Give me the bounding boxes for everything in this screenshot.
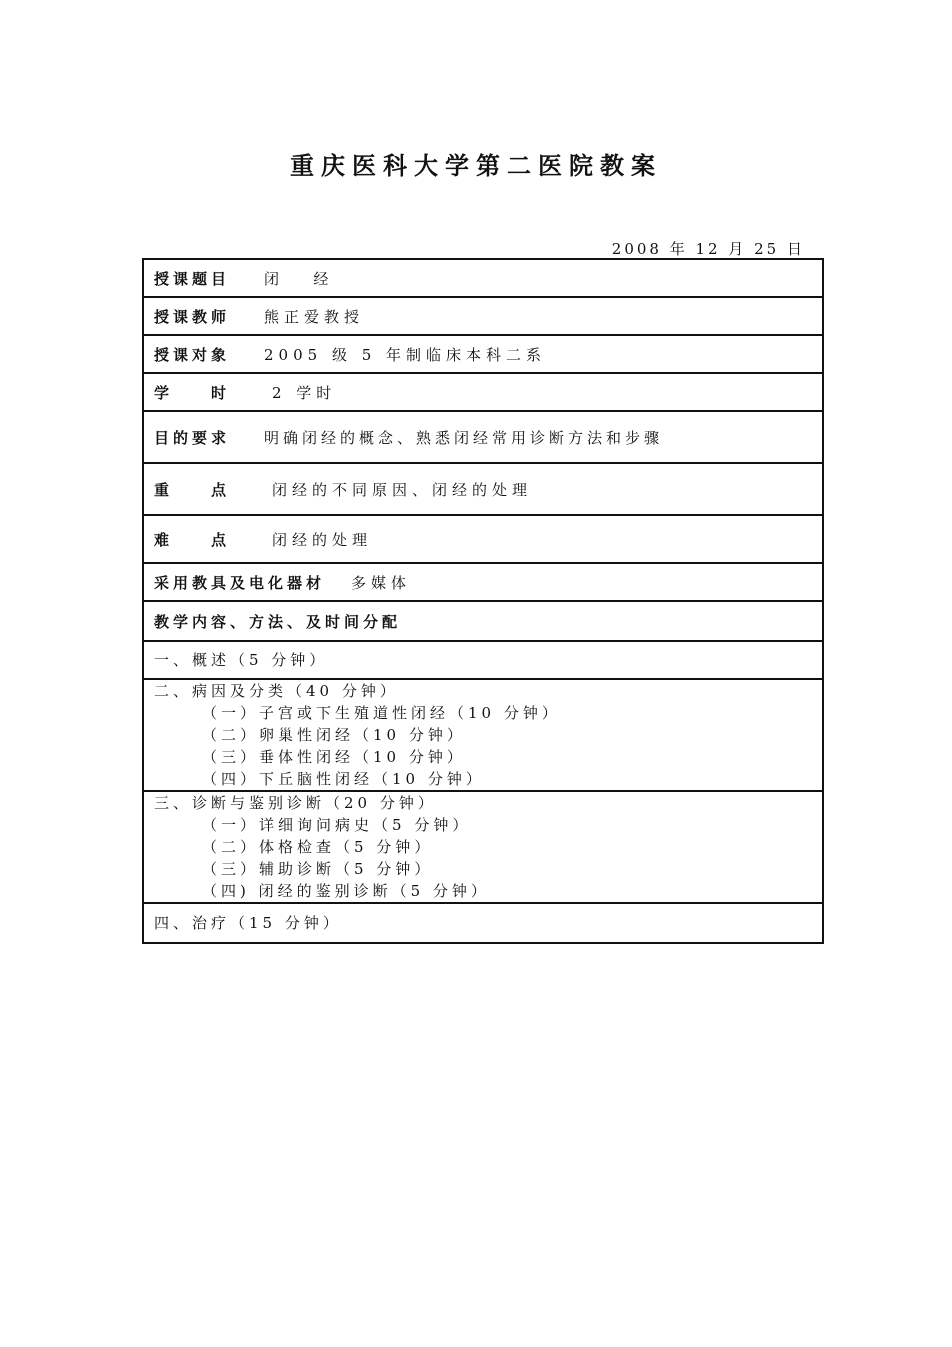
- key-label-b: 点: [210, 480, 230, 499]
- row-topic: [143, 259, 823, 297]
- row-teacher: [143, 297, 823, 335]
- row-section-2: [143, 679, 823, 791]
- equipment-label: 采用教具及电化器材: [154, 573, 326, 592]
- section-2-item: （一）子宫或下生殖道性闭经（10 分钟）: [202, 704, 561, 722]
- section-3-item: （二）体格检查（5 分钟）: [202, 838, 434, 856]
- row-key-points: [143, 463, 823, 515]
- topic-value: 闭 经: [264, 269, 334, 288]
- hours-label-b: 时: [210, 383, 230, 402]
- goal-value: 明确闭经的概念、熟悉闭经常用诊断方法和步骤: [264, 428, 664, 447]
- row-section-1: [143, 641, 823, 679]
- section-2-item: （三）垂体性闭经（10 分钟）: [202, 748, 466, 766]
- row-content-header: [143, 601, 823, 641]
- difficulty-label: [154, 529, 230, 550]
- teacher-label: 授课教师: [154, 307, 231, 326]
- document-date: 2008 年 12 月 25 日: [611, 240, 805, 258]
- section-4-title: 四、治疗（15 分钟）: [154, 914, 342, 932]
- row-difficulty: [143, 515, 823, 563]
- audience-label: 授课对象: [154, 345, 231, 364]
- hours-label-a: 学: [154, 383, 174, 402]
- lesson-plan-table: [142, 258, 824, 944]
- section-2-item: （二）卵巢性闭经（10 分钟）: [202, 726, 466, 744]
- section-3-item: （四) 闭经的鉴别诊断（5 分钟）: [202, 882, 490, 900]
- section-2-title: 二、病因及分类（40 分钟）: [154, 682, 399, 700]
- section-3-item: （一）详细询问病史（5 分钟）: [202, 816, 472, 834]
- difficulty-label-a: 难: [154, 530, 174, 549]
- hours-label: [154, 382, 230, 403]
- row-audience: [143, 335, 823, 373]
- section-2-item: （四）下丘脑性闭经（10 分钟）: [202, 770, 485, 788]
- equipment-value: 多媒体: [351, 573, 412, 592]
- content-header-label: 教学内容、方法、及时间分配: [154, 612, 402, 631]
- row-hours: [143, 373, 823, 411]
- key-label: [154, 479, 230, 500]
- row-section-4: [143, 903, 823, 943]
- teacher-value: 熊正爱教授: [264, 307, 365, 326]
- section-1-title: 一、概述（5 分钟）: [154, 651, 329, 669]
- row-section-3: [143, 791, 823, 903]
- section-3-title: 三、诊断与鉴别诊断（20 分钟）: [154, 794, 437, 812]
- key-value: 闭经的不同原因、闭经的处理: [272, 480, 533, 499]
- page-title: 重庆医科大学第二医院教案: [290, 152, 662, 180]
- audience-value: 2005 级 5 年制临床本科二系: [264, 345, 547, 364]
- difficulty-value: 闭经的处理: [272, 530, 373, 549]
- section-3-item: （三）辅助诊断（5 分钟）: [202, 860, 434, 878]
- row-goal: [143, 411, 823, 463]
- key-label-a: 重: [154, 480, 174, 499]
- hours-value: 2 学时: [272, 383, 337, 402]
- goal-label: 目的要求: [154, 428, 231, 447]
- topic-label: 授课题目: [154, 269, 231, 288]
- difficulty-label-b: 点: [210, 530, 230, 549]
- row-equipment: [143, 563, 823, 601]
